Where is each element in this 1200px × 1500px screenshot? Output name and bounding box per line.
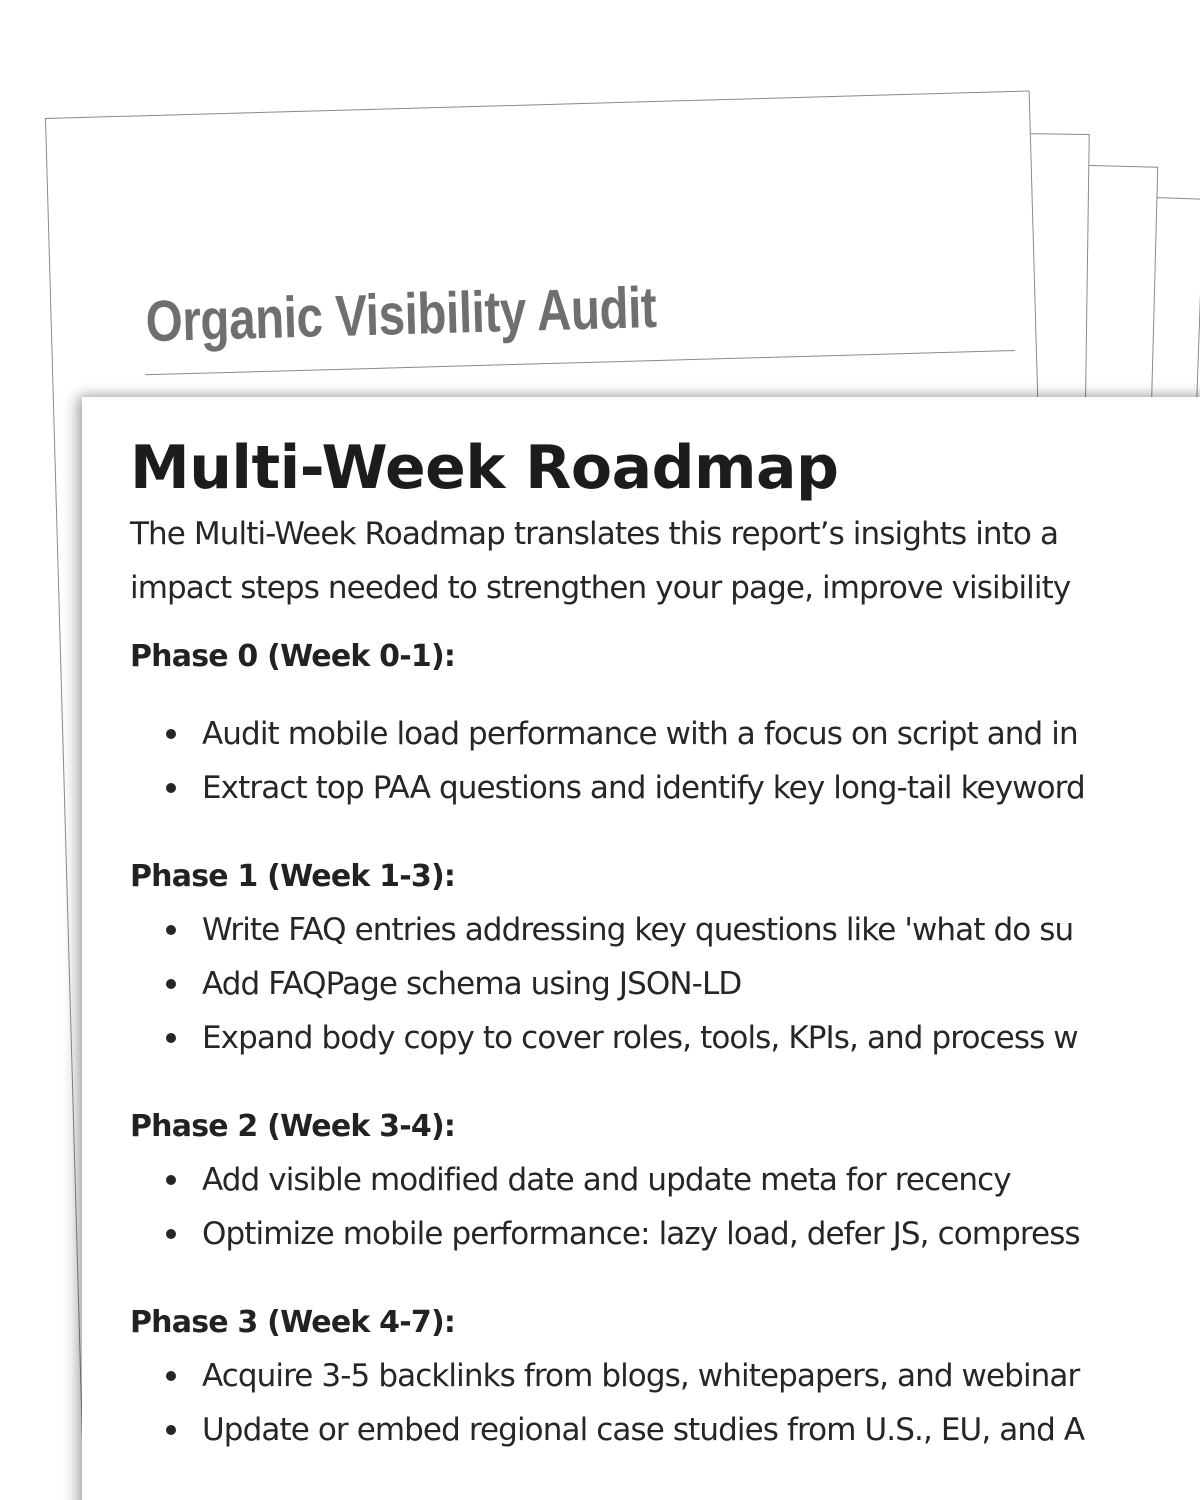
phase-task-list bbox=[130, 1349, 1200, 1457]
bullet-icon bbox=[166, 925, 176, 935]
list-item bbox=[130, 1349, 1200, 1403]
bullet-icon bbox=[166, 783, 176, 793]
bullet-icon bbox=[166, 729, 176, 739]
list-item bbox=[130, 1153, 1200, 1207]
phase-heading: Phase 3 (Week 4-7): bbox=[130, 1305, 456, 1340]
audit-report-title: Organic Visibility Audit bbox=[144, 275, 658, 355]
intro-line: impact steps needed to strengthen your page, improve visibility bbox=[130, 570, 1071, 606]
phase-heading: Phase 1 (Week 1-3): bbox=[130, 859, 456, 894]
list-item bbox=[130, 707, 1200, 761]
phase-task-list bbox=[130, 903, 1200, 1065]
bullet-icon bbox=[166, 1033, 176, 1043]
phase-1-section bbox=[130, 857, 1200, 1065]
bullet-icon bbox=[166, 1371, 176, 1381]
task-text: Extract top PAA questions and identify key long-tail keyword bbox=[202, 770, 1085, 806]
list-item bbox=[130, 903, 1200, 957]
list-item bbox=[130, 1207, 1200, 1261]
task-text: Audit mobile load performance with a focus on script and in bbox=[202, 716, 1078, 752]
task-text: Optimize mobile performance: lazy load, defer JS, compress bbox=[202, 1216, 1080, 1252]
list-item bbox=[130, 761, 1200, 815]
title-divider bbox=[145, 350, 1015, 375]
task-text: Add visible modified date and update meta for recency bbox=[202, 1162, 1011, 1198]
list-item bbox=[130, 1403, 1200, 1457]
phase-task-list bbox=[130, 707, 1200, 815]
task-text: Expand body copy to cover roles, tools, KPIs, and process w bbox=[202, 1020, 1078, 1056]
list-item bbox=[130, 1011, 1200, 1065]
page-title: Multi-Week Roadmap bbox=[130, 433, 839, 503]
phase-3-section bbox=[130, 1303, 1200, 1457]
bullet-icon bbox=[166, 979, 176, 989]
phase-heading: Phase 2 (Week 3-4): bbox=[130, 1109, 456, 1144]
bullet-icon bbox=[166, 1425, 176, 1435]
task-text: Update or embed regional case studies from U.S., EU, and A bbox=[202, 1412, 1085, 1448]
phase-task-list bbox=[130, 1153, 1200, 1261]
phase-0-section bbox=[130, 637, 1200, 815]
bullet-icon bbox=[166, 1175, 176, 1185]
bullet-icon bbox=[166, 1229, 176, 1239]
roadmap-content bbox=[130, 397, 1200, 1457]
roadmap-page bbox=[82, 397, 1200, 1500]
phase-heading: Phase 0 (Week 0-1): bbox=[130, 639, 456, 674]
intro-line: The Multi-Week Roadmap translates this report’s insights into a bbox=[130, 516, 1059, 552]
task-text: Write FAQ entries addressing key questions like 'what do su bbox=[202, 912, 1074, 948]
task-text: Acquire 3-5 backlinks from blogs, whitepapers, and webinar bbox=[202, 1358, 1080, 1394]
phase-2-section bbox=[130, 1107, 1200, 1261]
list-item bbox=[130, 957, 1200, 1011]
task-text: Add FAQPage schema using JSON-LD bbox=[202, 966, 742, 1002]
